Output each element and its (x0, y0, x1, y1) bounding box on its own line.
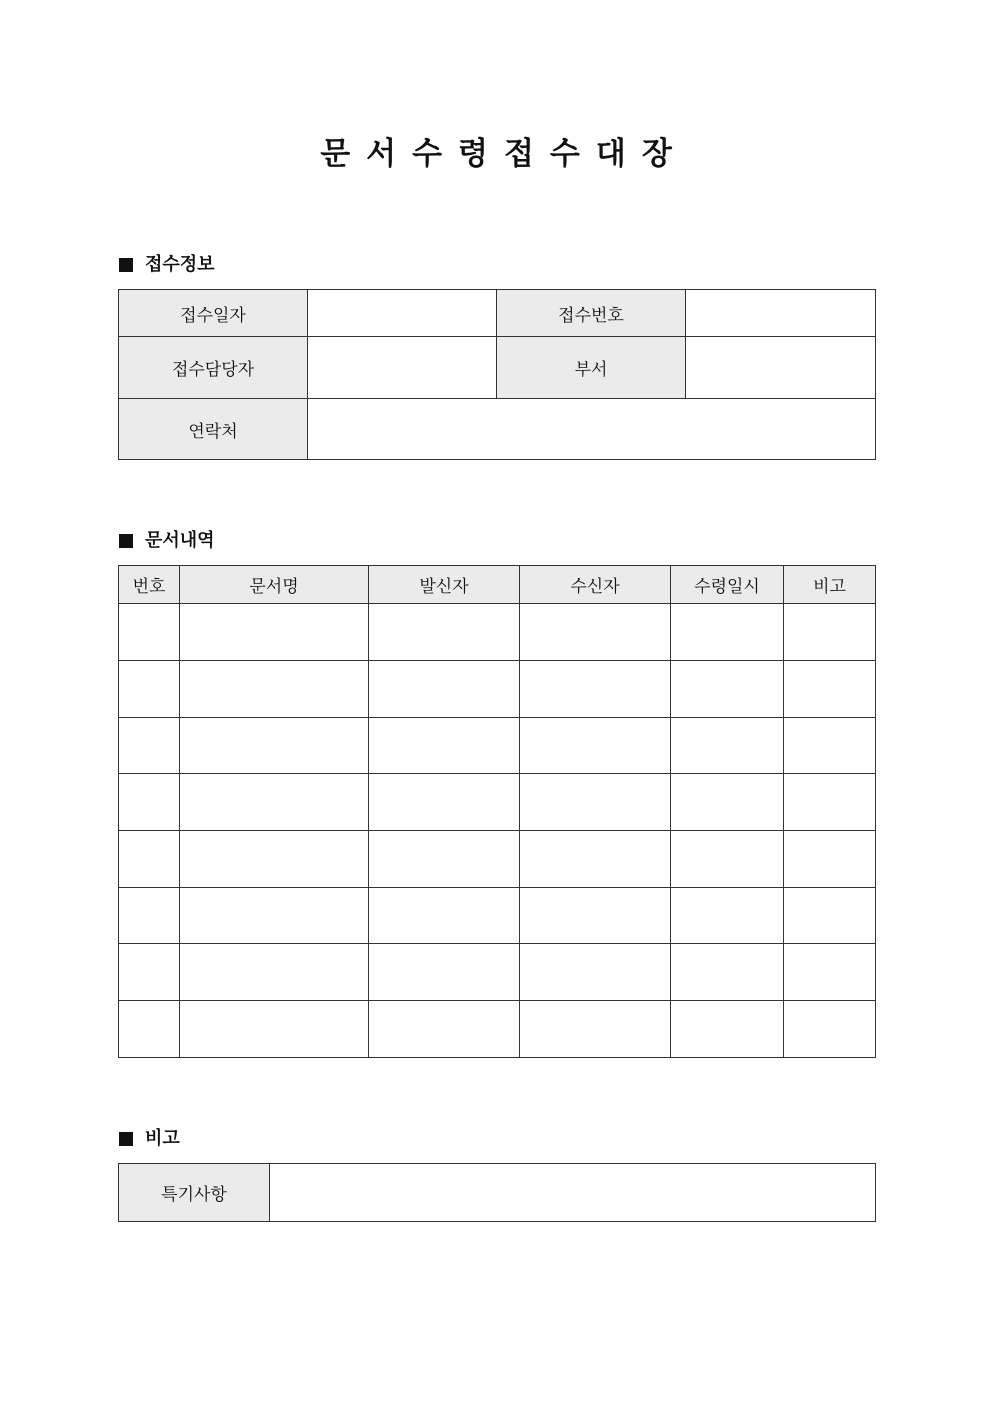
table-cell[interactable] (784, 604, 876, 661)
table-cell[interactable] (520, 1001, 671, 1058)
table-row (119, 944, 876, 1001)
section-heading-documents (119, 529, 215, 553)
table-cell[interactable] (520, 774, 671, 831)
special-notes-field[interactable] (270, 1164, 876, 1222)
table-cell[interactable] (671, 718, 784, 774)
table-cell[interactable] (520, 604, 671, 661)
reception-number-field[interactable] (686, 290, 876, 337)
table-cell[interactable] (671, 831, 784, 888)
table-cell[interactable] (180, 1001, 369, 1058)
section-heading-info-label: 접수정보 (145, 254, 215, 275)
table-row (119, 831, 876, 888)
reception-manager-field[interactable] (308, 337, 497, 399)
table-cell[interactable] (671, 604, 784, 661)
column-header-document-name: 문서명 (180, 566, 369, 604)
table-cell[interactable] (180, 944, 369, 1001)
section-heading-remarks (119, 1127, 180, 1151)
table-cell[interactable] (180, 661, 369, 718)
table-cell[interactable] (520, 661, 671, 718)
contact-field[interactable] (308, 399, 876, 460)
reception-number-label: 접수번호 (497, 290, 686, 337)
table-cell[interactable] (671, 888, 784, 944)
column-header-recipient: 수신자 (520, 566, 671, 604)
table-cell[interactable] (369, 944, 520, 1001)
column-header-received-at: 수령일시 (671, 566, 784, 604)
table-cell[interactable] (369, 1001, 520, 1058)
table-cell[interactable] (784, 944, 876, 1001)
page-title: 문서수령접수대장 (320, 136, 688, 172)
table-row (119, 888, 876, 944)
info-row-manager (119, 337, 876, 399)
black-square-icon (119, 1132, 133, 1146)
reception-date-label: 접수일자 (119, 290, 308, 337)
table-cell[interactable] (784, 1001, 876, 1058)
table-cell[interactable] (369, 774, 520, 831)
table-cell[interactable] (784, 774, 876, 831)
table-cell[interactable] (671, 774, 784, 831)
table-cell[interactable] (369, 661, 520, 718)
document-table-header (119, 566, 876, 604)
column-header-number: 번호 (119, 566, 180, 604)
table-cell[interactable] (369, 888, 520, 944)
table-cell[interactable] (671, 661, 784, 718)
table-row (119, 774, 876, 831)
section-heading-remarks-label: 비고 (145, 1128, 180, 1149)
table-cell[interactable] (671, 944, 784, 1001)
special-notes-label: 특기사항 (119, 1164, 270, 1222)
remarks-table (118, 1163, 876, 1222)
table-cell[interactable] (180, 831, 369, 888)
table-cell[interactable] (180, 718, 369, 774)
table-cell[interactable] (369, 831, 520, 888)
table-cell[interactable] (119, 718, 180, 774)
table-cell[interactable] (119, 661, 180, 718)
black-square-icon (119, 534, 133, 548)
column-header-sender: 발신자 (369, 566, 520, 604)
info-row-contact (119, 399, 876, 460)
table-cell[interactable] (369, 718, 520, 774)
table-cell[interactable] (784, 888, 876, 944)
reception-date-field[interactable] (308, 290, 497, 337)
table-cell[interactable] (520, 944, 671, 1001)
department-label: 부서 (497, 337, 686, 399)
table-cell[interactable] (180, 604, 369, 661)
table-cell[interactable] (180, 888, 369, 944)
table-cell[interactable] (520, 831, 671, 888)
table-cell[interactable] (119, 831, 180, 888)
table-cell[interactable] (119, 1001, 180, 1058)
info-row-date (119, 290, 876, 337)
table-row (119, 604, 876, 661)
contact-label: 연락처 (119, 399, 308, 460)
table-cell[interactable] (520, 718, 671, 774)
black-square-icon (119, 258, 133, 272)
reception-manager-label: 접수담당자 (119, 337, 308, 399)
table-row (119, 718, 876, 774)
table-cell[interactable] (369, 604, 520, 661)
section-heading-documents-label: 문서내역 (145, 530, 215, 551)
table-cell[interactable] (119, 774, 180, 831)
table-cell[interactable] (784, 831, 876, 888)
remarks-row (119, 1164, 876, 1222)
reception-info-table (118, 289, 876, 460)
table-row (119, 661, 876, 718)
document-list-table (118, 565, 876, 1058)
table-cell[interactable] (180, 774, 369, 831)
table-row (119, 1001, 876, 1058)
table-cell[interactable] (784, 718, 876, 774)
table-cell[interactable] (784, 661, 876, 718)
table-cell[interactable] (520, 888, 671, 944)
table-cell[interactable] (119, 944, 180, 1001)
table-cell[interactable] (671, 1001, 784, 1058)
column-header-remarks: 비고 (784, 566, 876, 604)
table-cell[interactable] (119, 604, 180, 661)
table-cell[interactable] (119, 888, 180, 944)
department-field[interactable] (686, 337, 876, 399)
section-heading-info (119, 253, 215, 277)
